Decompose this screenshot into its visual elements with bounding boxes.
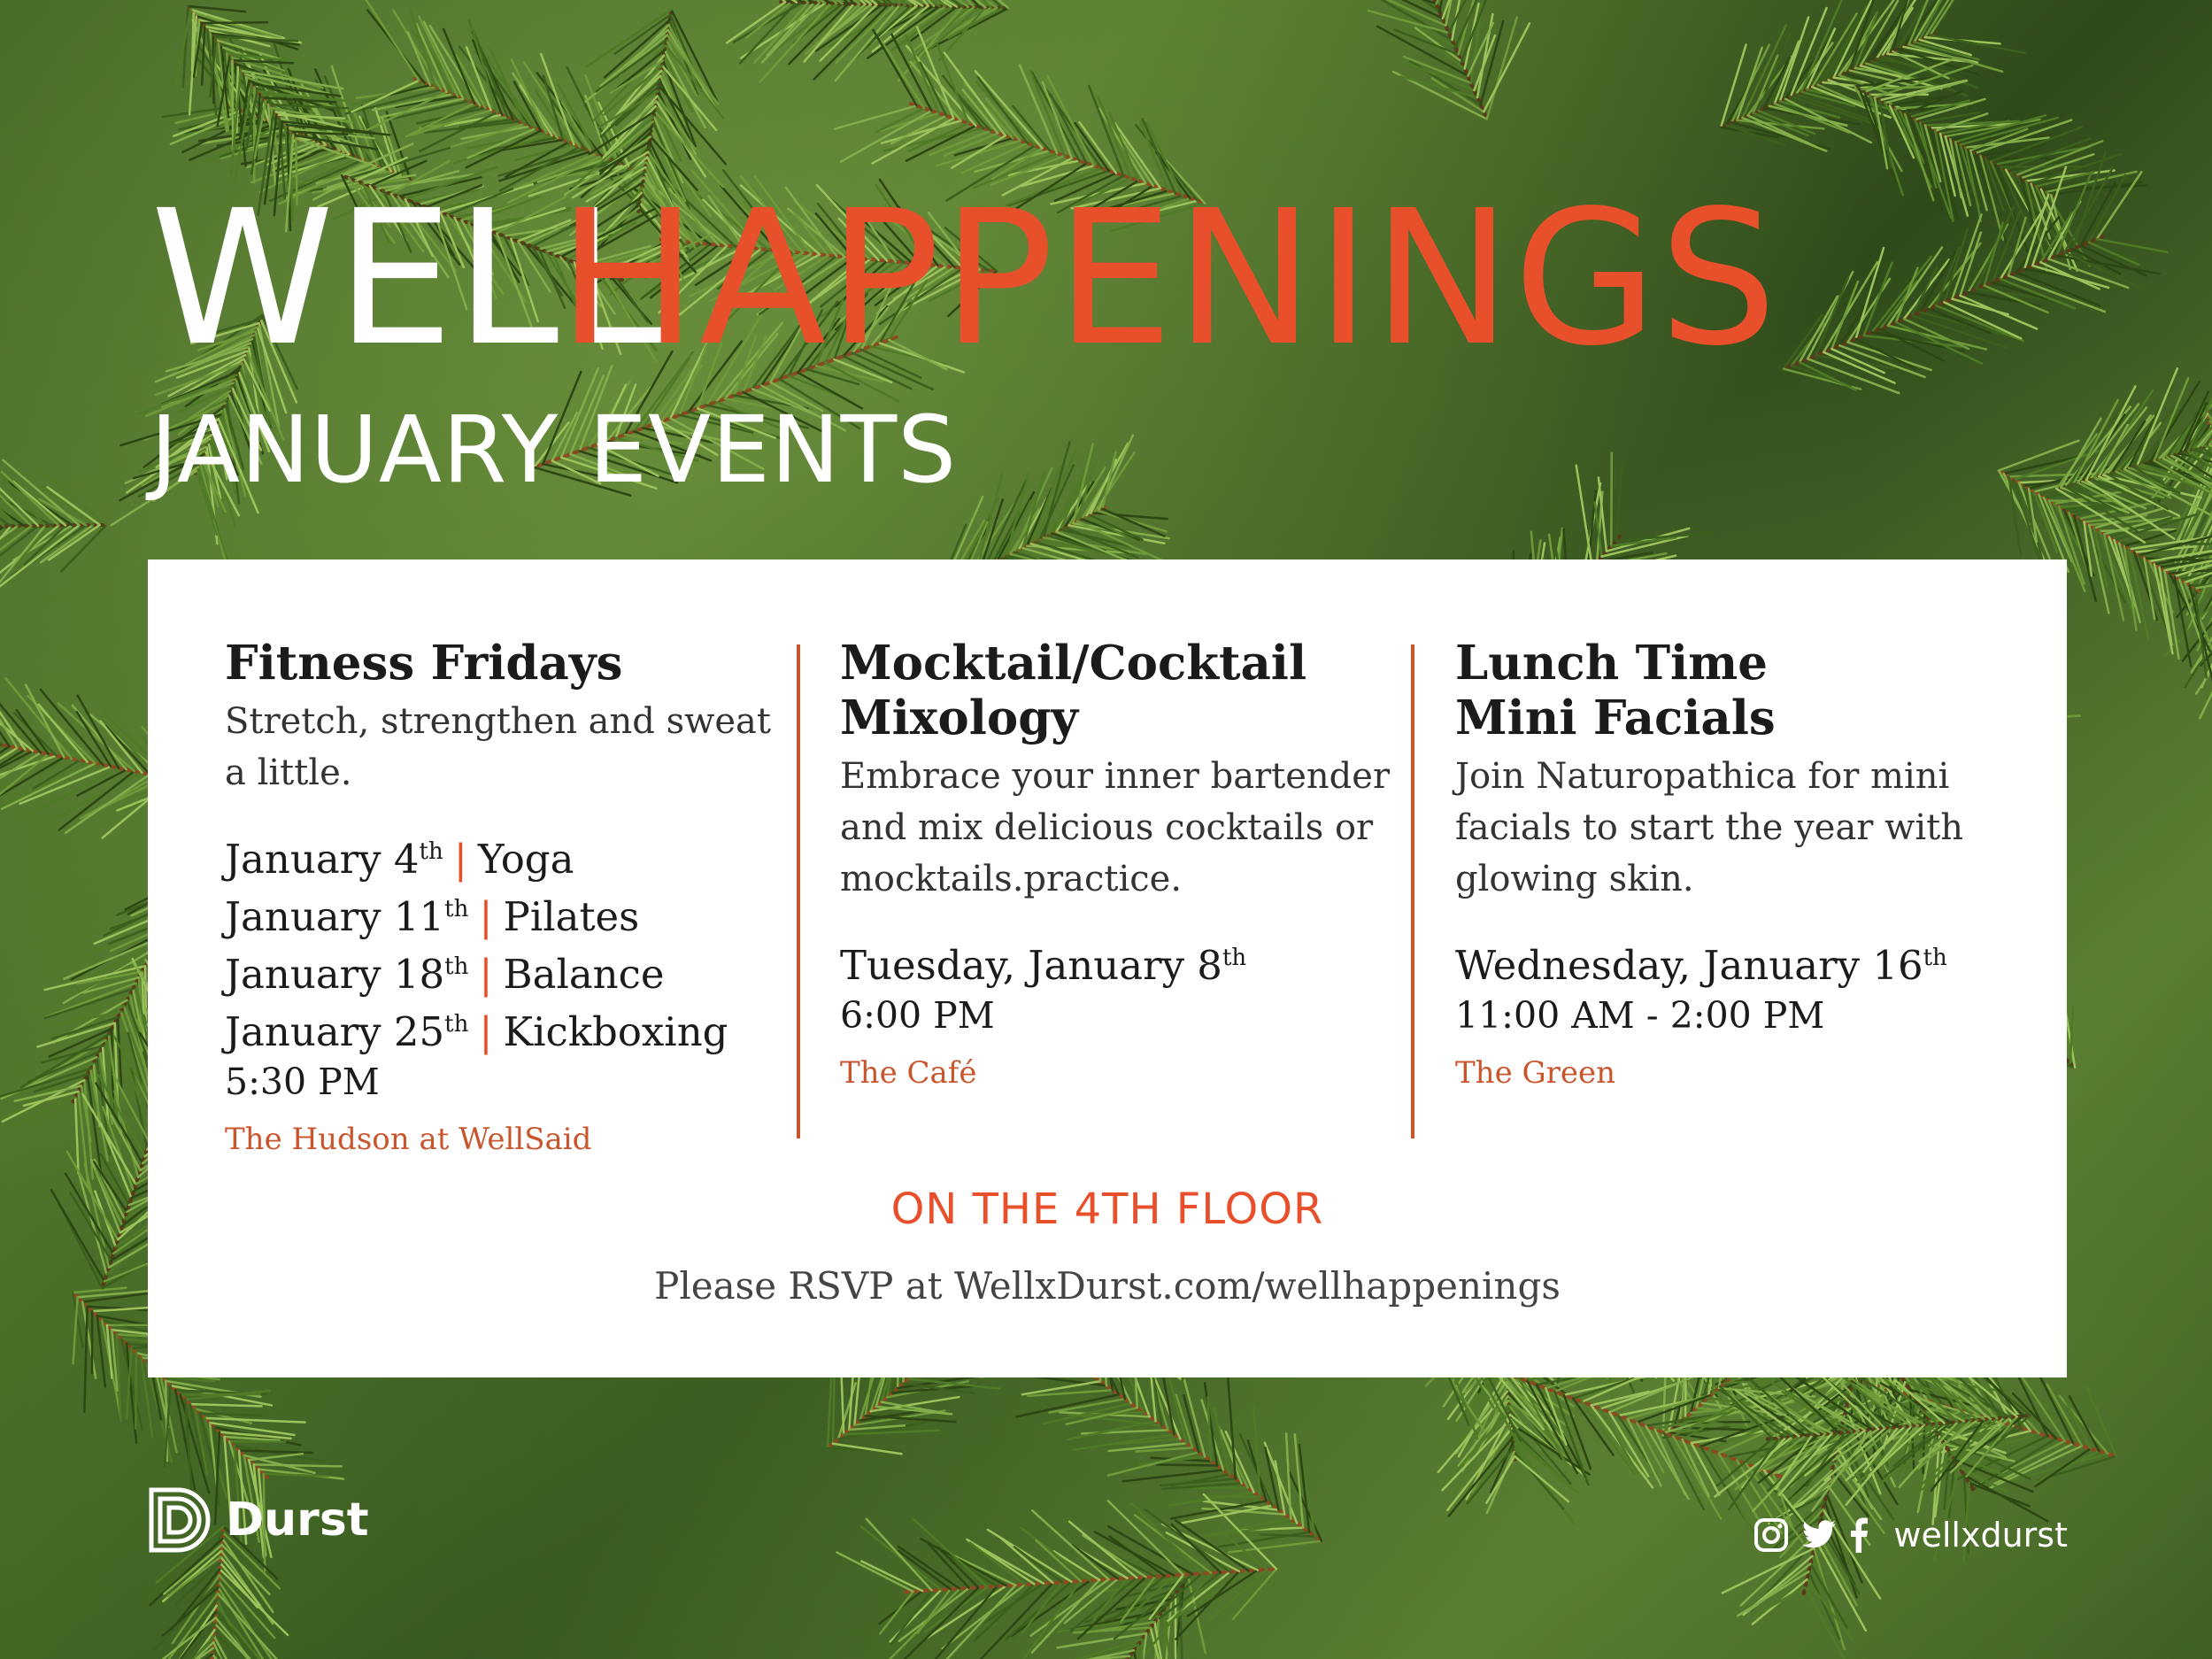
pine-needle xyxy=(1157,1465,1217,1466)
pine-needle xyxy=(921,1539,1006,1586)
pine-needle xyxy=(1721,45,1746,127)
pine-needle xyxy=(70,1192,111,1261)
pine-needle xyxy=(1738,1571,1808,1616)
pine-needle xyxy=(232,60,233,152)
pine-needle xyxy=(880,1592,913,1633)
pine-needle xyxy=(1928,309,1990,333)
pine-needle xyxy=(202,22,267,23)
pine-needle xyxy=(75,1097,79,1173)
pine-needle xyxy=(881,40,924,108)
pine-needle xyxy=(1098,436,1133,512)
pine-needle xyxy=(844,1431,939,1435)
pine-needle xyxy=(204,1418,304,1423)
pine-needle xyxy=(118,1017,121,1089)
pine-needle xyxy=(1920,112,1979,122)
pine-needle xyxy=(239,1451,312,1453)
pine-needle xyxy=(254,1464,342,1466)
pine-needle xyxy=(1299,1445,1309,1532)
pine-needle xyxy=(264,1474,328,1476)
pine-needle xyxy=(2008,275,2105,312)
pine-needle xyxy=(161,1593,218,1659)
pine-needle xyxy=(1731,122,1830,149)
pine-needle xyxy=(202,27,204,85)
pine-needle xyxy=(945,1586,1015,1659)
pine-needle xyxy=(135,1353,136,1428)
pine-needle xyxy=(727,0,785,2)
pine-needle xyxy=(1611,453,1612,546)
pine-needle xyxy=(1228,1375,1236,1478)
pine-needle xyxy=(1072,1545,1118,1578)
pine-needle xyxy=(598,91,659,128)
pine-needle xyxy=(828,1374,832,1448)
pine-needle xyxy=(1253,1408,1260,1497)
pine-needle xyxy=(84,1307,87,1412)
pine-needle xyxy=(220,1575,274,1638)
pine-needle xyxy=(1142,1639,1143,1659)
pine-needle xyxy=(352,92,446,137)
pine-needle xyxy=(1208,1397,1211,1461)
pine-needle xyxy=(1616,465,1622,541)
pine-needle xyxy=(2034,1451,2099,1483)
pine-needle xyxy=(190,1404,262,1406)
pine-needle xyxy=(1108,1452,1198,1475)
pine-needle xyxy=(1961,296,2038,329)
pine-needle xyxy=(1074,1434,1174,1449)
pine-needle xyxy=(1936,305,2023,341)
pine-needle xyxy=(200,1414,262,1416)
pine-needle xyxy=(1992,282,2047,299)
pine-needle xyxy=(2008,218,2026,276)
pine-needle xyxy=(73,1288,126,1292)
pine-needle xyxy=(2006,139,2090,170)
pine-needle xyxy=(1805,1587,1849,1659)
pine-needle xyxy=(861,1562,922,1592)
pine-needle xyxy=(1993,1444,2073,1485)
pine-needle xyxy=(194,13,281,39)
pine-needle xyxy=(181,1394,260,1395)
pine-needle xyxy=(2008,476,2020,554)
